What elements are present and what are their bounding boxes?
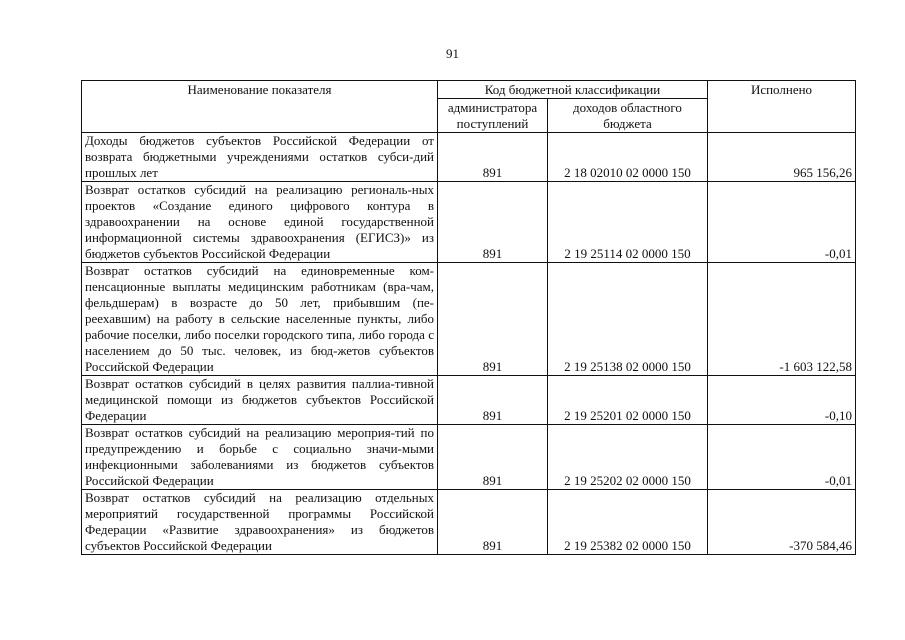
table-row [82, 376, 856, 425]
header-row-main [82, 81, 856, 99]
table-row [82, 133, 856, 182]
row-indicator-name: Возврат остатков субсидий на реализацию отдельных мероприятий государственной программы Российской Федерации «Развитие здравоохранения» из бюджетов субъектов Российской Федерации [82, 490, 438, 555]
header-indicator-name: Наименование показателя [82, 81, 438, 133]
row-administrator-code: 891 [438, 263, 548, 376]
row-executed-amount: -370 584,46 [708, 490, 856, 555]
header-administrator: администратора поступлений [438, 99, 548, 133]
table-row [82, 182, 856, 263]
row-administrator-code: 891 [438, 376, 548, 425]
row-administrator-code: 891 [438, 182, 548, 263]
table-row [82, 490, 856, 555]
row-administrator-code: 891 [438, 425, 548, 490]
row-income-code: 2 19 25202 02 0000 150 [548, 425, 708, 490]
row-executed-amount: -0,10 [708, 376, 856, 425]
row-administrator-code: 891 [438, 490, 548, 555]
row-income-code: 2 19 25201 02 0000 150 [548, 376, 708, 425]
row-executed-amount: 965 156,26 [708, 133, 856, 182]
header-executed: Исполнено [708, 81, 856, 133]
row-executed-amount: -0,01 [708, 425, 856, 490]
row-income-code: 2 19 25138 02 0000 150 [548, 263, 708, 376]
row-indicator-name: Возврат остатков субсидий на единовременные ком-пенсационные выплаты медицинским работникам (вра-чам, фельдшерам) в возрасте до 50 лет, прибывшим (пе-реехавшим) на работу в сельские населенные пункты, либо рабочие поселки, либо поселки городского типа, либо города с населением до 50 тыс. человек, из бюд-жетов субъектов Российской Федерации [82, 263, 438, 376]
row-income-code: 2 18 02010 02 0000 150 [548, 133, 708, 182]
page-number: 91 [446, 46, 459, 61]
table-row [82, 263, 856, 376]
row-indicator-name: Возврат остатков субсидий на реализацию региональ-ных проектов «Создание единого цифрового контура в здравоохранении на основе единой государственной информационной системы здравоохранения (ЕГИСЗ)» из бюджетов субъектов Российской Федерации [82, 182, 438, 263]
row-executed-amount: -0,01 [708, 182, 856, 263]
row-administrator-code: 891 [438, 133, 548, 182]
row-indicator-name: Доходы бюджетов субъектов Российской Федерации от возврата бюджетными учреждениями остатков субси-дий прошлых лет [82, 133, 438, 182]
header-budget-classification-code: Код бюджетной классификации [438, 81, 708, 99]
budget-income-table [81, 80, 856, 555]
row-indicator-name: Возврат остатков субсидий в целях развития паллиа-тивной медицинской помощи из бюджетов субъектов Российской Федерации [82, 376, 438, 425]
header-regional-budget-income: доходов областного бюджета [548, 99, 708, 133]
row-income-code: 2 19 25114 02 0000 150 [548, 182, 708, 263]
row-executed-amount: -1 603 122,58 [708, 263, 856, 376]
row-indicator-name: Возврат остатков субсидий на реализацию мероприя-тий по предупреждению и борьбе с социально значи-мыми инфекционными заболеваниями из бюджетов субъектов Российской Федерации [82, 425, 438, 490]
row-income-code: 2 19 25382 02 0000 150 [548, 490, 708, 555]
table-row [82, 425, 856, 490]
